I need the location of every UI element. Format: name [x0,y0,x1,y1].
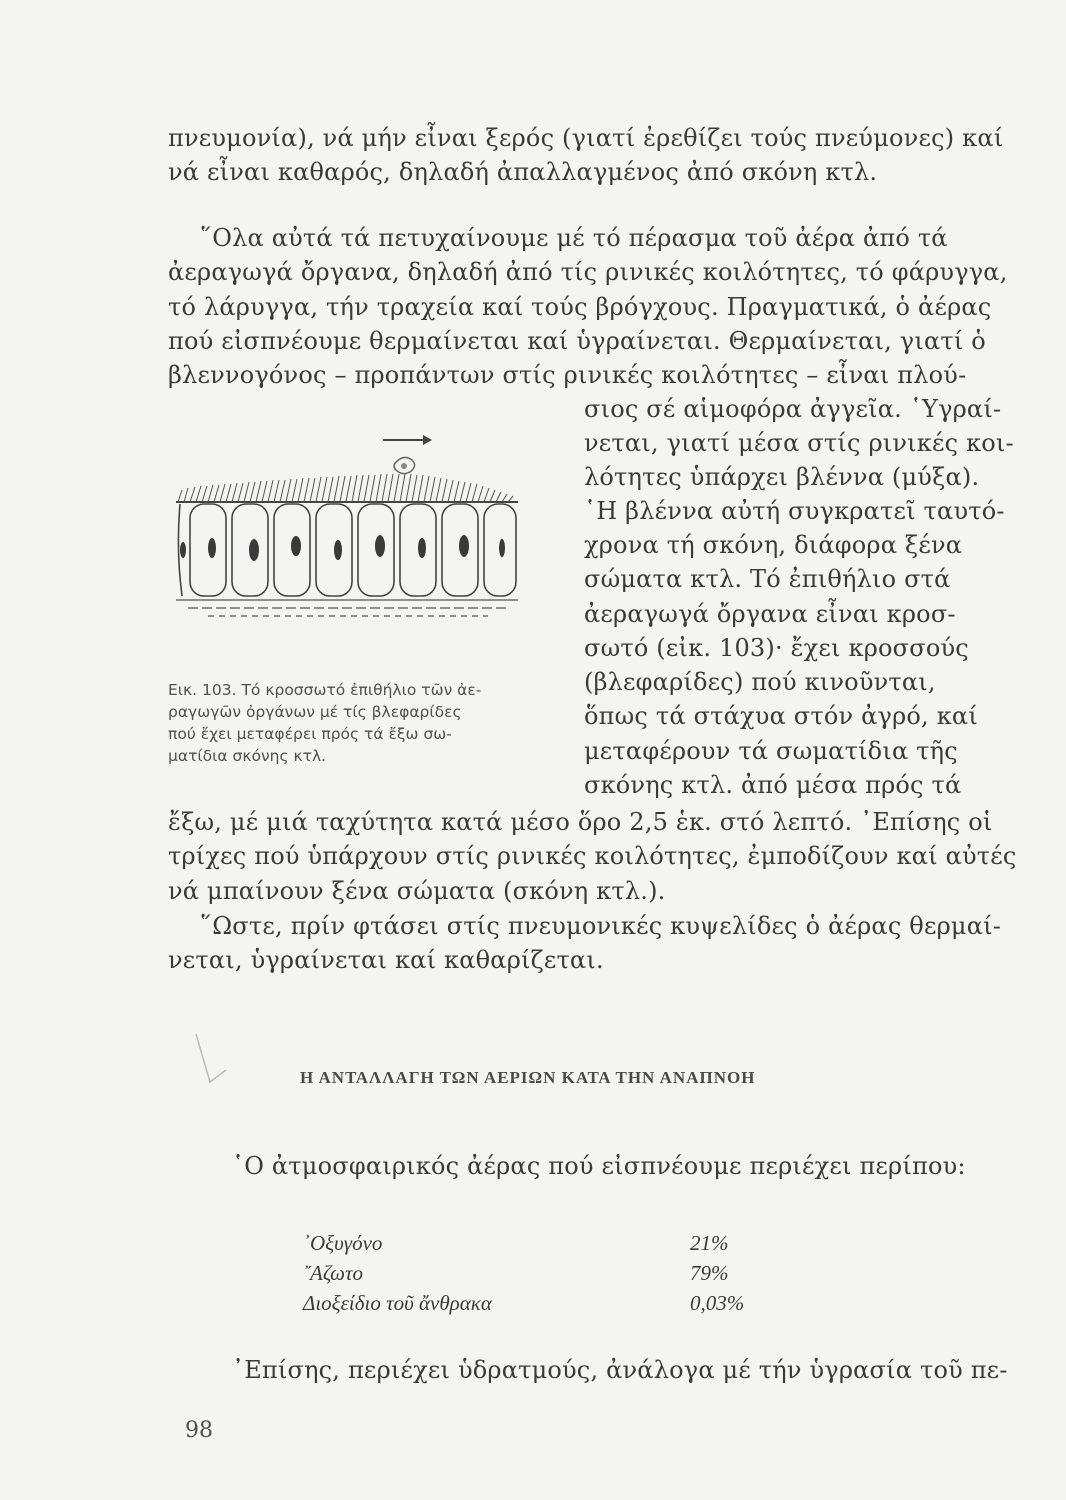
page-number: 98 [185,1418,213,1443]
text-line: σωτό (εἰκ. 103)· ἔχει κροσσούς [584,634,969,662]
intro-sentence: ῾Ο ἀτμοσφαιρικός ἀέρας πού εἰσπνέουμε περιέχει περίπου: [232,1152,966,1180]
figure-caption-line: ραγωγῶν ὀργάνων μέ τίς βλεφαρίδες [168,703,462,721]
cell-nuclei [180,535,505,561]
text-line: ῾Η βλέννα αὐτή συγκρατεῖ ταυτό- [584,497,1005,525]
text-line: ἀεραγωγά ὄργανα, δηλαδή ἀπό τίς ρινικές κοιλότητες, τό φάρυγγα, [168,258,1008,286]
figure-caption-line: πού ἔχει μεταφέρει πρός τά ἔξω σω- [168,725,452,743]
gas-name: Διοξείδιο τοῦ ἄνθρακα [303,1291,492,1315]
text-line: νεται, ὑγραίνεται καί καθαρίζεται. [168,946,604,974]
text-line: ῞Ωστε, πρίν φτάσει στίς πνευμονικές κυψελίδες ὁ ἀέρας θερμαί- [200,912,1002,940]
figure-caption-line: ματίδια σκόνης κτλ. [168,747,327,765]
text-line: ἀεραγωγά ὄργανα εἶναι κροσ- [584,600,956,628]
gas-percent: 21% [690,1231,729,1255]
text-line: σιος σέ αἱμοφόρα ἀγγεῖα. ῾Υγραί- [584,395,1002,423]
text-line: ἔξω, μέ μιά ταχύτητα κατά μέσο ὅρο 2,5 ἑκ. στό λεπτό. ᾿Επίσης οἱ [168,808,993,836]
text-line: πνευμονία), νά μήν εἶναι ξερός (γιατί ἐρεθίζει τούς πνεύμονες) καί [168,124,1004,152]
text-line: τό λάρυγγα, τήν τραχεία καί τούς βρόγχους. Πραγματικά, ὁ ἀέρας [168,293,992,321]
basement-membrane [176,600,518,616]
text-line: βλεννογόνος – προπάντων στίς ρινικές κοιλότητες – εἶναι πλού- [168,361,967,389]
text-line: ὅπως τά στάχυα στόν ἀγρό, καί [584,702,978,730]
gas-name: ῎Αζωτο [303,1261,363,1285]
section-heading: Η ΑΝΤΑΛΛΑΓΗ ΤΩΝ ΑΕΡΙΩΝ ΚΑΤΑ ΤΗΝ ΑΝΑΠΝΟΗ [300,1068,756,1087]
dust-particle-icon [394,457,415,473]
text-line: ᾿Επίσης, περιέχει ὑδρατμούς, ἀνάλογα μέ τήν ὑγρασία τοῦ πε- [232,1356,1008,1384]
pencil-mark-icon [192,1030,232,1090]
text-line: χρονα τή σκόνη, διάφορα ξένα [584,531,963,559]
text-line: νεται, γιατί μέσα στίς ρινικές κοι- [584,429,1014,457]
text-line: νά μπαίνουν ξένα σώματα (σκόνη κτλ.). [168,877,666,905]
text-line: σώματα κτλ. Τό ἐπιθήλιο στά [584,565,951,593]
text-line: σκόνης κτλ. ἀπό μέσα πρός τά [584,771,962,799]
ciliated-epithelium-figure [168,420,538,660]
text-line: (βλεφαρίδες) πού κινοῦνται, [584,668,936,696]
text-line: τρίχες πού ὑπάρχουν στίς ρινικές κοιλότητες, ἐμποδίζουν καί αὐτές [168,842,1017,870]
text-line: πού εἰσπνέουμε θερμαίνεται καί ὑγραίνεται. Θερμαίνεται, γιατί ὁ [168,327,986,355]
direction-arrow-icon [383,435,432,445]
text-line: ῞Ολα αὐτά τά πετυχαίνουμε μέ τό πέρασμα τοῦ ἀέρα ἀπό τά [200,224,948,252]
text-line: νά εἶναι καθαρός, δηλαδή ἀπαλλαγμένος ἀπό σκόνη κτλ. [168,158,878,186]
gas-percent: 79% [690,1261,729,1285]
text-line: λότητες ὑπάρχει βλέννα (μύξα). [584,463,980,491]
gas-percent: 0,03% [690,1291,745,1315]
text-line: μεταφέρουν τά σωματίδια τῆς [584,737,958,765]
cilia-band [178,474,513,502]
gas-name: ᾿Οξυγόνο [303,1231,383,1255]
figure-caption-line: Εικ. 103. Τό κροσσωτό ἐπιθήλιο τῶν ἀε- [168,681,482,699]
